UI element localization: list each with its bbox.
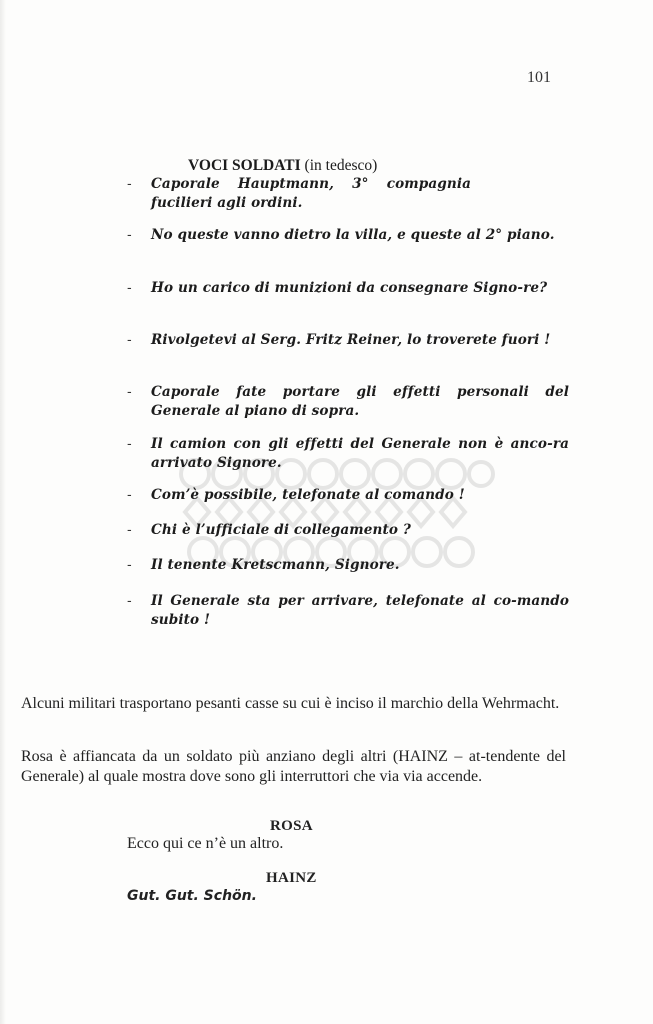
line-item — [127, 521, 569, 540]
dash-marker: - — [127, 592, 132, 608]
line-text: Il camion con gli effetti del Generale non è anco-ra arrivato Signore. — [151, 436, 569, 471]
dash-marker: - — [127, 556, 132, 572]
line-text: No queste vanno dietro la villa, e queste al 2° piano. — [151, 227, 555, 243]
line-text: Caporale Hauptmann, 3° compagnia fucilieri agli ordini. — [151, 176, 471, 211]
line-text: Caporale fate portare gli effetti personali del Generale al piano di sopra. — [151, 384, 569, 419]
line-text: Il Generale sta per arrivare, telefonate al co-mando subito ! — [151, 593, 569, 628]
speaker-name: VOCI SOLDATI — [188, 157, 301, 174]
line-item — [127, 556, 569, 575]
line-item — [127, 383, 569, 421]
character-cue: HAINZ — [266, 870, 317, 886]
line-item — [127, 592, 569, 630]
line-item — [127, 435, 569, 473]
dash-marker: - — [127, 521, 132, 537]
line-item — [127, 226, 569, 245]
line-item — [127, 331, 569, 350]
dash-marker: - — [127, 486, 132, 502]
dash-marker: - — [127, 435, 132, 451]
dash-marker: - — [127, 331, 132, 347]
dash-marker: - — [127, 279, 132, 295]
dialogue-line: Ecco qui ce n’è un altro. — [127, 835, 284, 852]
character-cue: ROSA — [270, 818, 313, 834]
page-number: 101 — [527, 69, 551, 86]
line-text: Ho un carico di munizioni da consegnare Signo-re? — [151, 280, 548, 296]
page-edge — [0, 0, 6, 1024]
line-text: Chi è l’ufficiale di collegamento ? — [151, 522, 411, 538]
dash-marker: - — [127, 175, 132, 191]
dialogue-line: Gut. Gut. Schön. — [127, 888, 257, 904]
line-item — [127, 279, 569, 298]
line-item — [127, 175, 569, 213]
line-item — [127, 486, 569, 505]
speaker-note: (in tedesco) — [304, 157, 378, 174]
stage-direction: Rosa è affiancata da un soldato più anziano degli altri (HAINZ – at-tendente del Generale) al quale mostra dove sono gli interruttori che via via accende. — [21, 748, 566, 785]
line-text: Com’è possibile, telefonate al comando ! — [151, 487, 465, 503]
stage-direction: Alcuni militari trasportano pesanti casse su cui è inciso il marchio della Wehrmacht. — [21, 695, 560, 712]
line-text: Il tenente Kretscmann, Signore. — [151, 557, 400, 573]
dash-marker: - — [127, 383, 132, 399]
section-heading — [188, 157, 377, 175]
dash-marker: - — [127, 226, 132, 242]
line-text: Rivolgetevi al Serg. Fritz Reiner, lo troverete fuori ! — [151, 332, 551, 348]
